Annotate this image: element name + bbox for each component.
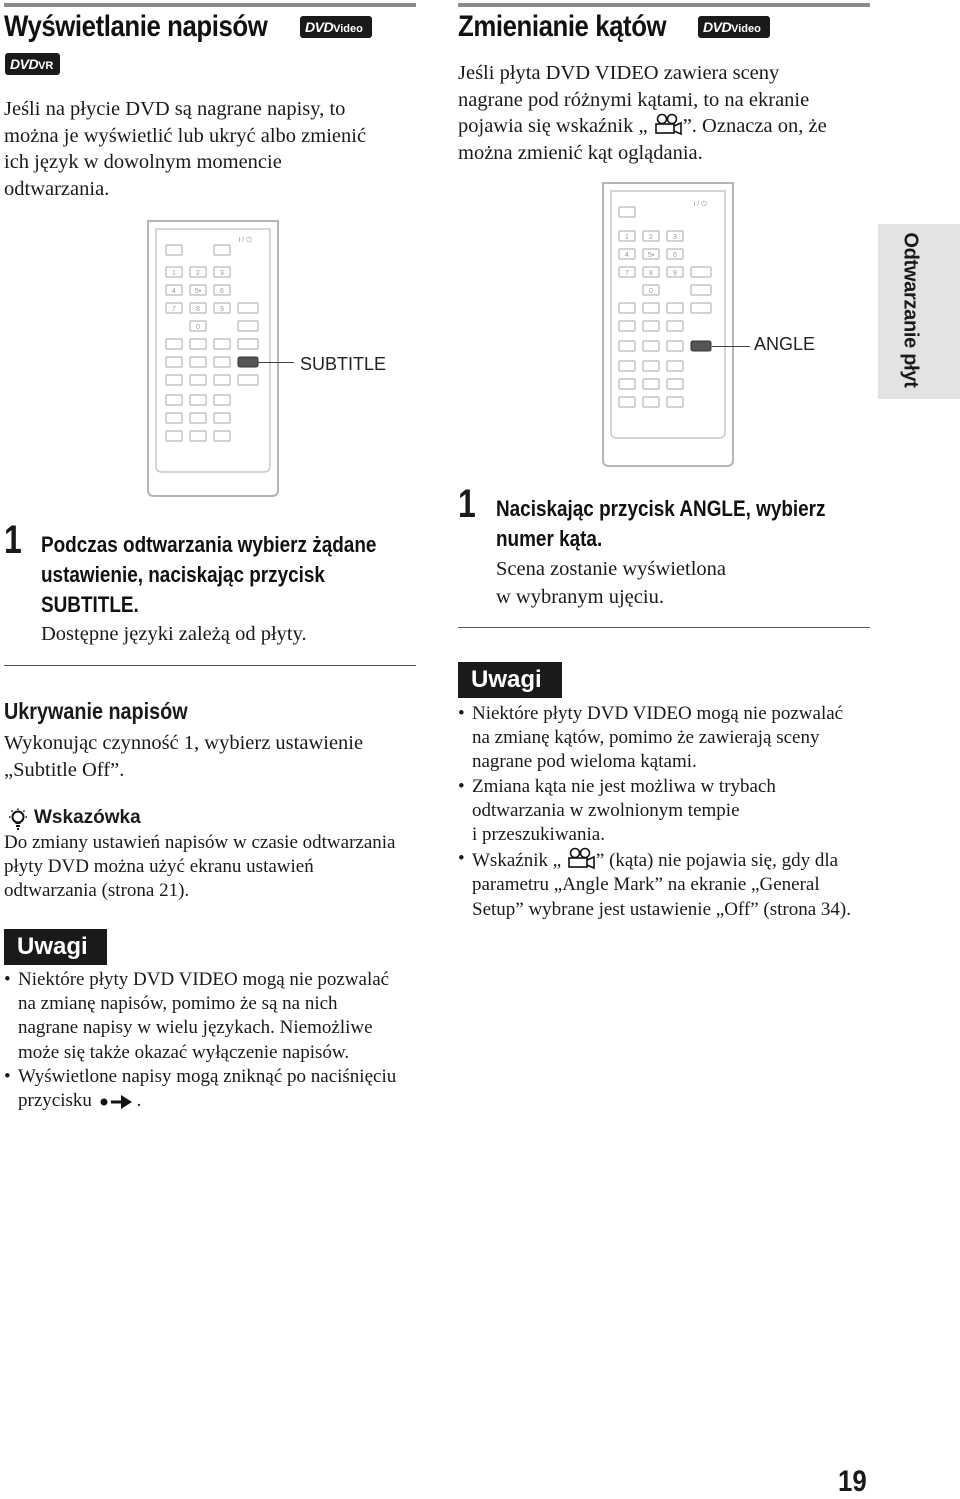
svg-text:3: 3 (220, 270, 224, 277)
list-item: • Wskaźnik „ ” (kąta) nie pojawia się, gdy dla parametru „Angle Mark” na ekranie „General Setup” wybrane jest ustawienie „Off” (strona 34). (458, 847, 851, 922)
hide-subtitles-heading: Ukrywanie napisów (4, 698, 188, 724)
svg-text:1: 1 (172, 270, 176, 277)
subtitle-callout-line (258, 362, 294, 363)
tip-heading: Wskazówka (34, 807, 141, 828)
play-step-button-icon (97, 1093, 137, 1109)
list-item: • Zmiana kąta nie jest możliwa w trybach odtwarzania w zwolnionym tempie i przeszukiwania. (458, 775, 851, 848)
svg-text:0: 0 (196, 324, 200, 331)
svg-text:9: 9 (220, 306, 224, 313)
angle-callout-line (712, 346, 750, 347)
section-title-subtitles: Wyświetlanie napisów (4, 10, 268, 43)
remote-control-illustration-left (145, 218, 295, 500)
list-item: • Wyświetlone napisy mogą zniknąć po naciśnięciu przycisku . (4, 1065, 396, 1113)
lightbulb-icon (7, 808, 29, 832)
svg-text:4: 4 (172, 288, 176, 295)
svg-text:5•: 5• (647, 252, 655, 259)
tip-text: Do zmiany ustawień napisów w czasie odtwarzania płyty DVD można użyć ekranu ustawień odtwarzania (strona 21). (4, 832, 396, 902)
svg-text:7: 7 (625, 270, 629, 277)
right-step-desc: Scena zostanie wyświetlona w wybranym ujęciu. (496, 558, 726, 608)
left-step-heading: Podczas odtwarzania wybierz żądane ustawienie, naciskając przycisk SUBTITLE. (41, 532, 377, 617)
left-step-divider (4, 665, 416, 666)
right-step-divider (458, 627, 870, 628)
left-notes-badge: Uwagi (4, 929, 107, 965)
svg-text:7: 7 (172, 306, 176, 313)
subtitle-intro: Jeśli na płycie DVD są nagrane napisy, to można je wyświetlić lub ukryć albo zmienić ich język w dowolnym momencie odtwarzania. (4, 98, 367, 200)
svg-text:8: 8 (649, 270, 653, 277)
svg-text:I / ⏻: I / ⏻ (238, 237, 252, 244)
svg-text:4: 4 (625, 252, 629, 259)
right-step-heading: Naciskając przycisk ANGLE, wybierz numer kąta. (496, 496, 826, 551)
svg-text:9: 9 (673, 270, 677, 277)
chapter-side-tab (878, 224, 960, 399)
left-step-number: 1 (4, 518, 22, 562)
chapter-side-tab-label: Odtwarzanie płyt (899, 232, 922, 388)
svg-text:0: 0 (649, 288, 653, 295)
angle-camera-icon (566, 847, 596, 869)
right-step-number: 1 (458, 482, 476, 526)
dvd-video-badge: DVDVideo (300, 16, 372, 38)
dvd-vr-badge: DVDVR (5, 53, 60, 75)
angle-intro: Jeśli płyta DVD VIDEO zawiera sceny nagrane pod różnymi kątami, to na ekranie pojawia się wskaźnik „ ”. Oznacza on, że można zmienić kąt oglądania. (458, 62, 827, 164)
left-step-desc: Dostępne języki zależą od płyty. (41, 623, 307, 645)
right-notes-list (458, 702, 851, 922)
svg-text:3: 3 (673, 234, 677, 241)
left-notes-list (4, 968, 396, 1113)
svg-text:I / ⏻: I / ⏻ (693, 201, 707, 208)
page-number: 19 (838, 1465, 867, 1498)
list-item: • Niektóre płyty DVD VIDEO mogą nie pozwalać na zmianę kątów, pomimo że zawierają sceny nagrane pod wieloma kątami. (458, 702, 851, 775)
section-title-angles: Zmienianie kątów (458, 10, 667, 43)
dvd-video-badge-right: DVDVideo (698, 16, 770, 38)
svg-text:5•: 5• (194, 288, 202, 295)
angle-callout-label: ANGLE (754, 334, 816, 354)
list-item: • Niektóre płyty DVD VIDEO mogą nie pozwalać na zmianę napisów, pomimo że są na nich nagrane napisy w wielu językach. Niemożliwe może się także okazać wyłączenie napisów. (4, 968, 396, 1065)
left-column-top-rule (4, 3, 416, 7)
subtitle-callout-label: SUBTITLE (300, 354, 387, 374)
angle-camera-icon (653, 113, 683, 135)
right-notes-badge: Uwagi (458, 662, 562, 698)
right-column-top-rule (458, 3, 870, 7)
svg-text:2: 2 (196, 270, 200, 277)
remote-control-illustration-right (600, 180, 750, 470)
svg-text:6: 6 (673, 252, 677, 259)
svg-text:6: 6 (220, 288, 224, 295)
hide-subtitles-text: Wykonując czynność 1, wybierz ustawienie „Subtitle Off”. (4, 732, 364, 781)
svg-text:2: 2 (649, 234, 653, 241)
svg-text:8: 8 (196, 306, 200, 313)
svg-text:1: 1 (625, 234, 629, 241)
